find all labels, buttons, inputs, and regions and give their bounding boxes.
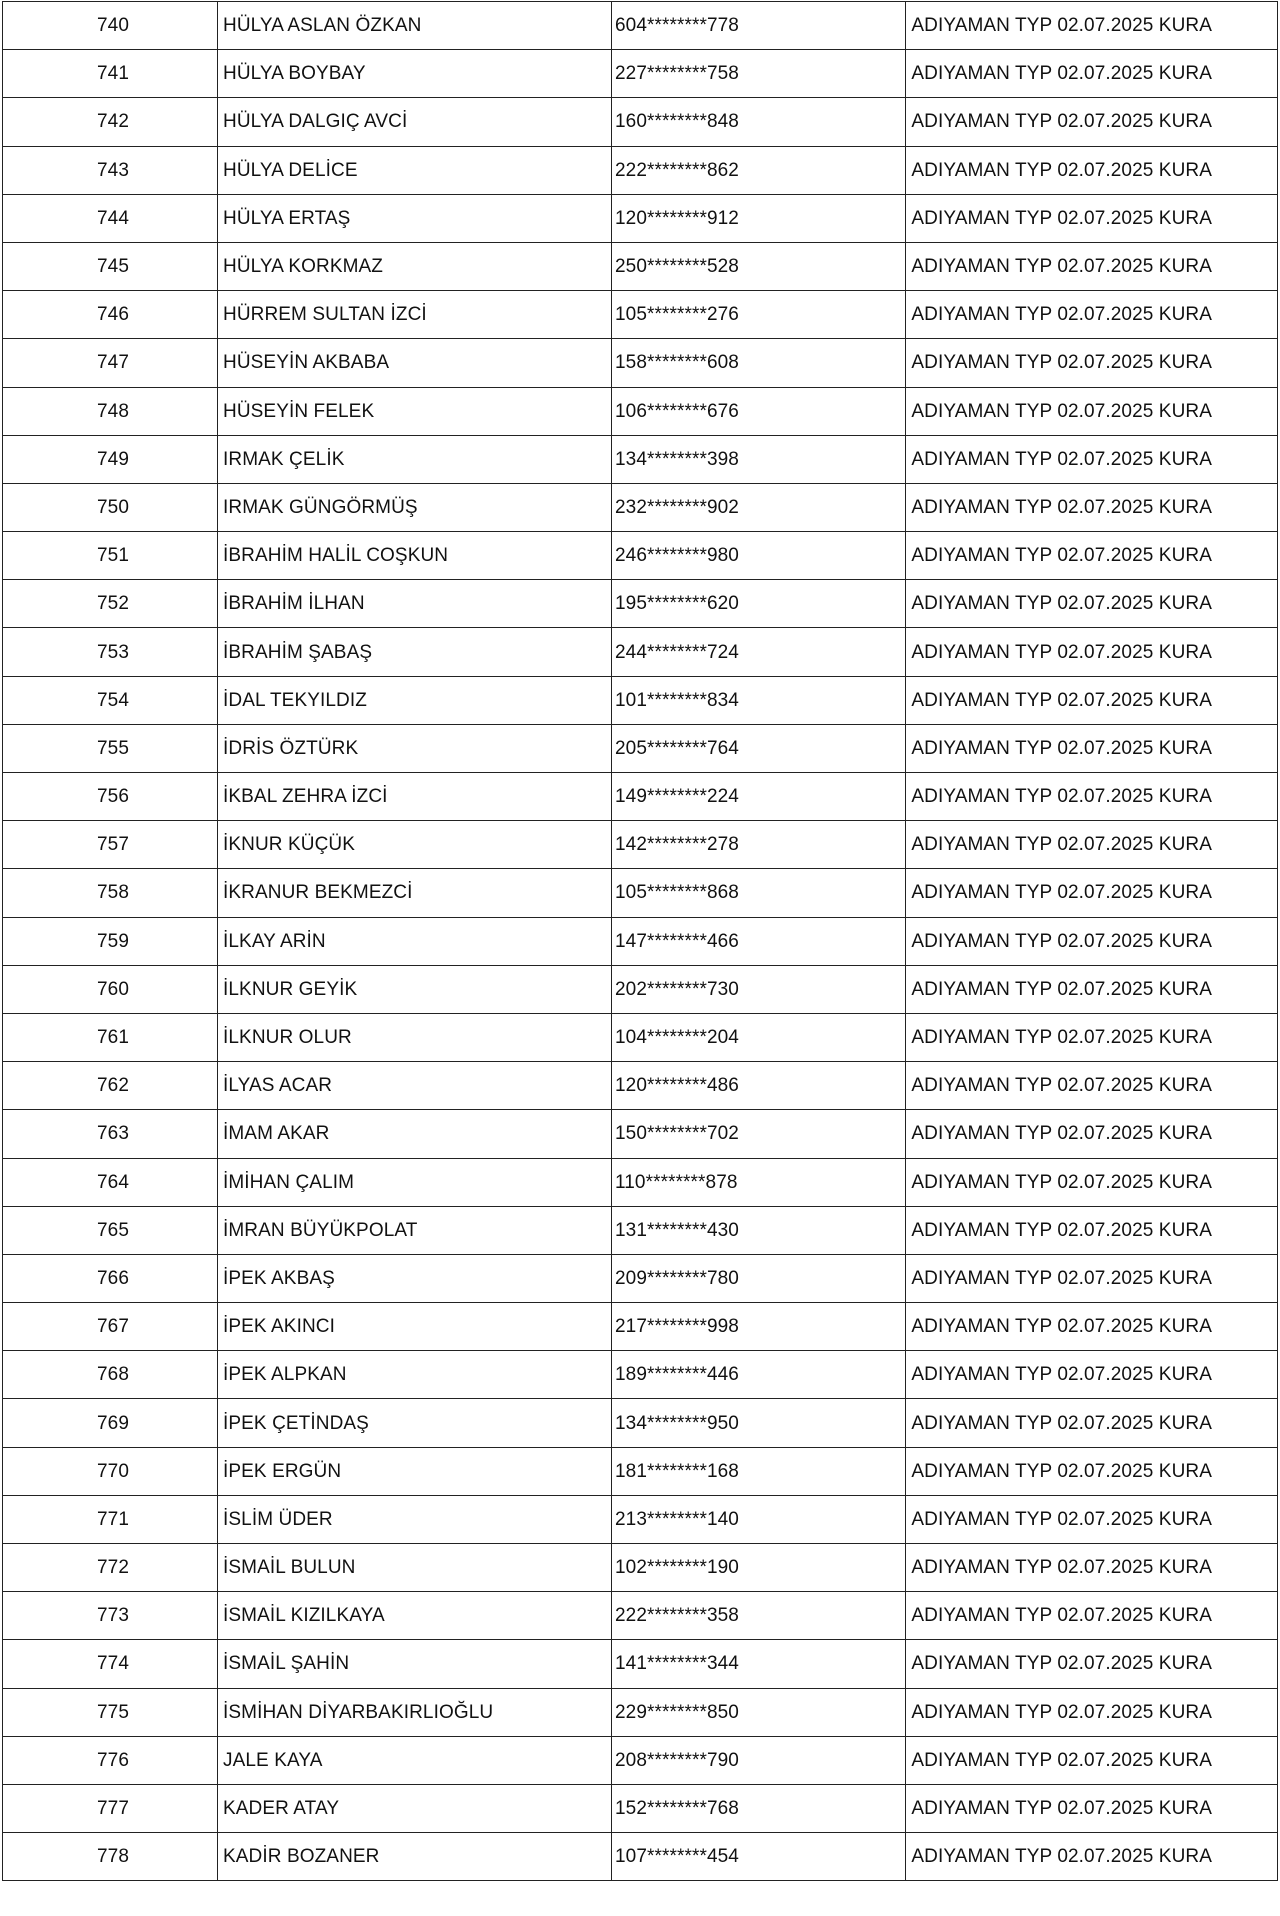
table-row — [3, 965, 1278, 1013]
name-cell: İMRAN BÜYÜKPOLAT — [218, 1206, 612, 1254]
id-number-cell: 134********398 — [612, 435, 906, 483]
table-row — [3, 146, 1278, 194]
group-cell: ADIYAMAN TYP 02.07.2025 KURA — [906, 1833, 1278, 1881]
id-number-cell: 232********902 — [612, 483, 906, 531]
row-number-cell: 769 — [3, 1399, 218, 1447]
row-number-cell: 767 — [3, 1303, 218, 1351]
table-row — [3, 1206, 1278, 1254]
row-number-cell: 778 — [3, 1833, 218, 1881]
name-cell: İBRAHİM ŞABAŞ — [218, 628, 612, 676]
id-number-cell: 131********430 — [612, 1206, 906, 1254]
name-cell: HÜLYA ASLAN ÖZKAN — [218, 2, 612, 50]
table-row — [3, 773, 1278, 821]
id-number-cell: 147********466 — [612, 917, 906, 965]
id-number-cell: 181********168 — [612, 1447, 906, 1495]
name-cell: İLKNUR OLUR — [218, 1013, 612, 1061]
name-cell: İKBAL ZEHRA İZCİ — [218, 773, 612, 821]
id-number-cell: 106********676 — [612, 387, 906, 435]
name-cell: İLYAS ACAR — [218, 1062, 612, 1110]
row-number-cell: 745 — [3, 242, 218, 290]
group-cell: ADIYAMAN TYP 02.07.2025 KURA — [906, 1110, 1278, 1158]
name-cell: HÜSEYİN FELEK — [218, 387, 612, 435]
group-cell: ADIYAMAN TYP 02.07.2025 KURA — [906, 387, 1278, 435]
name-cell: İSMAİL KIZILKAYA — [218, 1592, 612, 1640]
group-cell: ADIYAMAN TYP 02.07.2025 KURA — [906, 580, 1278, 628]
name-cell: İLKAY ARİN — [218, 917, 612, 965]
id-number-cell: 104********204 — [612, 1013, 906, 1061]
id-number-cell: 152********768 — [612, 1784, 906, 1832]
table-row — [3, 194, 1278, 242]
name-cell: İSLİM ÜDER — [218, 1495, 612, 1543]
table-row — [3, 1833, 1278, 1881]
id-number-cell: 134********950 — [612, 1399, 906, 1447]
group-cell: ADIYAMAN TYP 02.07.2025 KURA — [906, 242, 1278, 290]
name-cell: İSMİHAN DİYARBAKIRLIOĞLU — [218, 1688, 612, 1736]
row-number-cell: 763 — [3, 1110, 218, 1158]
group-cell: ADIYAMAN TYP 02.07.2025 KURA — [906, 1544, 1278, 1592]
id-number-cell: 195********620 — [612, 580, 906, 628]
id-number-cell: 105********868 — [612, 869, 906, 917]
table-row — [3, 435, 1278, 483]
table-row — [3, 1158, 1278, 1206]
row-number-cell: 772 — [3, 1544, 218, 1592]
group-cell: ADIYAMAN TYP 02.07.2025 KURA — [906, 1303, 1278, 1351]
id-number-cell: 189********446 — [612, 1351, 906, 1399]
id-number-cell: 141********344 — [612, 1640, 906, 1688]
table-row — [3, 821, 1278, 869]
table-row — [3, 1447, 1278, 1495]
table-row — [3, 2, 1278, 50]
group-cell: ADIYAMAN TYP 02.07.2025 KURA — [906, 1206, 1278, 1254]
group-cell: ADIYAMAN TYP 02.07.2025 KURA — [906, 1688, 1278, 1736]
table-row — [3, 339, 1278, 387]
name-cell: İPEK AKINCI — [218, 1303, 612, 1351]
group-cell: ADIYAMAN TYP 02.07.2025 KURA — [906, 628, 1278, 676]
table-row — [3, 869, 1278, 917]
row-number-cell: 753 — [3, 628, 218, 676]
name-cell: IRMAK GÜNGÖRMÜŞ — [218, 483, 612, 531]
table-row — [3, 291, 1278, 339]
row-number-cell: 750 — [3, 483, 218, 531]
row-number-cell: 755 — [3, 724, 218, 772]
table-row — [3, 1062, 1278, 1110]
name-cell: HÜLYA DELİCE — [218, 146, 612, 194]
name-cell: İSMAİL BULUN — [218, 1544, 612, 1592]
id-number-cell: 107********454 — [612, 1833, 906, 1881]
group-cell: ADIYAMAN TYP 02.07.2025 KURA — [906, 98, 1278, 146]
row-number-cell: 747 — [3, 339, 218, 387]
table-row — [3, 1110, 1278, 1158]
name-cell: İSMAİL ŞAHİN — [218, 1640, 612, 1688]
group-cell: ADIYAMAN TYP 02.07.2025 KURA — [906, 194, 1278, 242]
group-cell: ADIYAMAN TYP 02.07.2025 KURA — [906, 1736, 1278, 1784]
row-number-cell: 740 — [3, 2, 218, 50]
document-page — [2, 1, 1277, 1881]
group-cell: ADIYAMAN TYP 02.07.2025 KURA — [906, 821, 1278, 869]
row-number-cell: 771 — [3, 1495, 218, 1543]
table-body — [3, 2, 1278, 1881]
table-row — [3, 724, 1278, 772]
row-number-cell: 741 — [3, 50, 218, 98]
group-cell: ADIYAMAN TYP 02.07.2025 KURA — [906, 1158, 1278, 1206]
table-row — [3, 1592, 1278, 1640]
table-row — [3, 676, 1278, 724]
group-cell: ADIYAMAN TYP 02.07.2025 KURA — [906, 1495, 1278, 1543]
row-number-cell: 766 — [3, 1254, 218, 1302]
row-number-cell: 765 — [3, 1206, 218, 1254]
row-number-cell: 756 — [3, 773, 218, 821]
row-number-cell: 770 — [3, 1447, 218, 1495]
id-number-cell: 222********862 — [612, 146, 906, 194]
id-number-cell: 208********790 — [612, 1736, 906, 1784]
name-cell: İDAL TEKYILDIZ — [218, 676, 612, 724]
name-cell: HÜSEYİN AKBABA — [218, 339, 612, 387]
table-row — [3, 1640, 1278, 1688]
name-cell: İLKNUR GEYİK — [218, 965, 612, 1013]
group-cell: ADIYAMAN TYP 02.07.2025 KURA — [906, 724, 1278, 772]
name-cell: İDRİS ÖZTÜRK — [218, 724, 612, 772]
row-number-cell: 775 — [3, 1688, 218, 1736]
name-cell: İPEK ALPKAN — [218, 1351, 612, 1399]
name-cell: HÜLYA ERTAŞ — [218, 194, 612, 242]
group-cell: ADIYAMAN TYP 02.07.2025 KURA — [906, 917, 1278, 965]
table-row — [3, 1784, 1278, 1832]
name-cell: İPEK AKBAŞ — [218, 1254, 612, 1302]
id-number-cell: 205********764 — [612, 724, 906, 772]
group-cell: ADIYAMAN TYP 02.07.2025 KURA — [906, 1399, 1278, 1447]
group-cell: ADIYAMAN TYP 02.07.2025 KURA — [906, 291, 1278, 339]
table-row — [3, 1351, 1278, 1399]
name-cell: JALE KAYA — [218, 1736, 612, 1784]
table-row — [3, 1544, 1278, 1592]
group-cell: ADIYAMAN TYP 02.07.2025 KURA — [906, 676, 1278, 724]
row-number-cell: 742 — [3, 98, 218, 146]
table-row — [3, 387, 1278, 435]
name-cell: İBRAHİM İLHAN — [218, 580, 612, 628]
row-number-cell: 773 — [3, 1592, 218, 1640]
table-row — [3, 1399, 1278, 1447]
group-cell: ADIYAMAN TYP 02.07.2025 KURA — [906, 339, 1278, 387]
id-number-cell: 209********780 — [612, 1254, 906, 1302]
name-cell: KADİR BOZANER — [218, 1833, 612, 1881]
group-cell: ADIYAMAN TYP 02.07.2025 KURA — [906, 1447, 1278, 1495]
row-number-cell: 760 — [3, 965, 218, 1013]
group-cell: ADIYAMAN TYP 02.07.2025 KURA — [906, 1062, 1278, 1110]
name-cell: İMAM AKAR — [218, 1110, 612, 1158]
id-number-cell: 227********758 — [612, 50, 906, 98]
name-cell: İMİHAN ÇALIM — [218, 1158, 612, 1206]
row-number-cell: 744 — [3, 194, 218, 242]
row-number-cell: 758 — [3, 869, 218, 917]
row-number-cell: 774 — [3, 1640, 218, 1688]
name-cell: IRMAK ÇELİK — [218, 435, 612, 483]
row-number-cell: 757 — [3, 821, 218, 869]
table-row — [3, 1688, 1278, 1736]
id-number-cell: 160********848 — [612, 98, 906, 146]
row-number-cell: 754 — [3, 676, 218, 724]
name-cell: İPEK ÇETİNDAŞ — [218, 1399, 612, 1447]
id-number-cell: 149********224 — [612, 773, 906, 821]
group-cell: ADIYAMAN TYP 02.07.2025 KURA — [906, 1254, 1278, 1302]
id-number-cell: 246********980 — [612, 532, 906, 580]
group-cell: ADIYAMAN TYP 02.07.2025 KURA — [906, 2, 1278, 50]
row-number-cell: 768 — [3, 1351, 218, 1399]
table-row — [3, 483, 1278, 531]
name-cell: HÜLYA BOYBAY — [218, 50, 612, 98]
group-cell: ADIYAMAN TYP 02.07.2025 KURA — [906, 773, 1278, 821]
row-number-cell: 743 — [3, 146, 218, 194]
id-number-cell: 120********912 — [612, 194, 906, 242]
table-row — [3, 628, 1278, 676]
group-cell: ADIYAMAN TYP 02.07.2025 KURA — [906, 483, 1278, 531]
row-number-cell: 764 — [3, 1158, 218, 1206]
name-cell: İKNUR KÜÇÜK — [218, 821, 612, 869]
table-row — [3, 242, 1278, 290]
id-number-cell: 604********778 — [612, 2, 906, 50]
name-cell: HÜLYA DALGIÇ AVCİ — [218, 98, 612, 146]
name-cell: HÜLYA KORKMAZ — [218, 242, 612, 290]
name-cell: HÜRREM SULTAN İZCİ — [218, 291, 612, 339]
name-cell: İKRANUR BEKMEZCİ — [218, 869, 612, 917]
id-number-cell: 244********724 — [612, 628, 906, 676]
id-number-cell: 217********998 — [612, 1303, 906, 1351]
table-row — [3, 1013, 1278, 1061]
table-row — [3, 1303, 1278, 1351]
id-number-cell: 105********276 — [612, 291, 906, 339]
row-number-cell: 762 — [3, 1062, 218, 1110]
group-cell: ADIYAMAN TYP 02.07.2025 KURA — [906, 1351, 1278, 1399]
group-cell: ADIYAMAN TYP 02.07.2025 KURA — [906, 435, 1278, 483]
table-row — [3, 580, 1278, 628]
table-row — [3, 532, 1278, 580]
table-row — [3, 1254, 1278, 1302]
table-row — [3, 50, 1278, 98]
name-cell: KADER ATAY — [218, 1784, 612, 1832]
row-number-cell: 776 — [3, 1736, 218, 1784]
row-number-cell: 752 — [3, 580, 218, 628]
id-number-cell: 222********358 — [612, 1592, 906, 1640]
row-number-cell: 759 — [3, 917, 218, 965]
group-cell: ADIYAMAN TYP 02.07.2025 KURA — [906, 1013, 1278, 1061]
id-number-cell: 213********140 — [612, 1495, 906, 1543]
group-cell: ADIYAMAN TYP 02.07.2025 KURA — [906, 532, 1278, 580]
group-cell: ADIYAMAN TYP 02.07.2025 KURA — [906, 869, 1278, 917]
id-number-cell: 110********878 — [612, 1158, 906, 1206]
group-cell: ADIYAMAN TYP 02.07.2025 KURA — [906, 1784, 1278, 1832]
group-cell: ADIYAMAN TYP 02.07.2025 KURA — [906, 1640, 1278, 1688]
row-number-cell: 777 — [3, 1784, 218, 1832]
row-number-cell: 746 — [3, 291, 218, 339]
table-row — [3, 98, 1278, 146]
id-number-cell: 150********702 — [612, 1110, 906, 1158]
row-number-cell: 748 — [3, 387, 218, 435]
group-cell: ADIYAMAN TYP 02.07.2025 KURA — [906, 146, 1278, 194]
table-row — [3, 1495, 1278, 1543]
id-number-cell: 202********730 — [612, 965, 906, 1013]
participant-table — [2, 1, 1278, 1881]
group-cell: ADIYAMAN TYP 02.07.2025 KURA — [906, 1592, 1278, 1640]
row-number-cell: 751 — [3, 532, 218, 580]
id-number-cell: 142********278 — [612, 821, 906, 869]
id-number-cell: 250********528 — [612, 242, 906, 290]
id-number-cell: 102********190 — [612, 1544, 906, 1592]
id-number-cell: 158********608 — [612, 339, 906, 387]
table-row — [3, 917, 1278, 965]
id-number-cell: 101********834 — [612, 676, 906, 724]
name-cell: İBRAHİM HALİL COŞKUN — [218, 532, 612, 580]
table-row — [3, 1736, 1278, 1784]
row-number-cell: 749 — [3, 435, 218, 483]
group-cell: ADIYAMAN TYP 02.07.2025 KURA — [906, 50, 1278, 98]
id-number-cell: 229********850 — [612, 1688, 906, 1736]
row-number-cell: 761 — [3, 1013, 218, 1061]
name-cell: İPEK ERGÜN — [218, 1447, 612, 1495]
group-cell: ADIYAMAN TYP 02.07.2025 KURA — [906, 965, 1278, 1013]
id-number-cell: 120********486 — [612, 1062, 906, 1110]
